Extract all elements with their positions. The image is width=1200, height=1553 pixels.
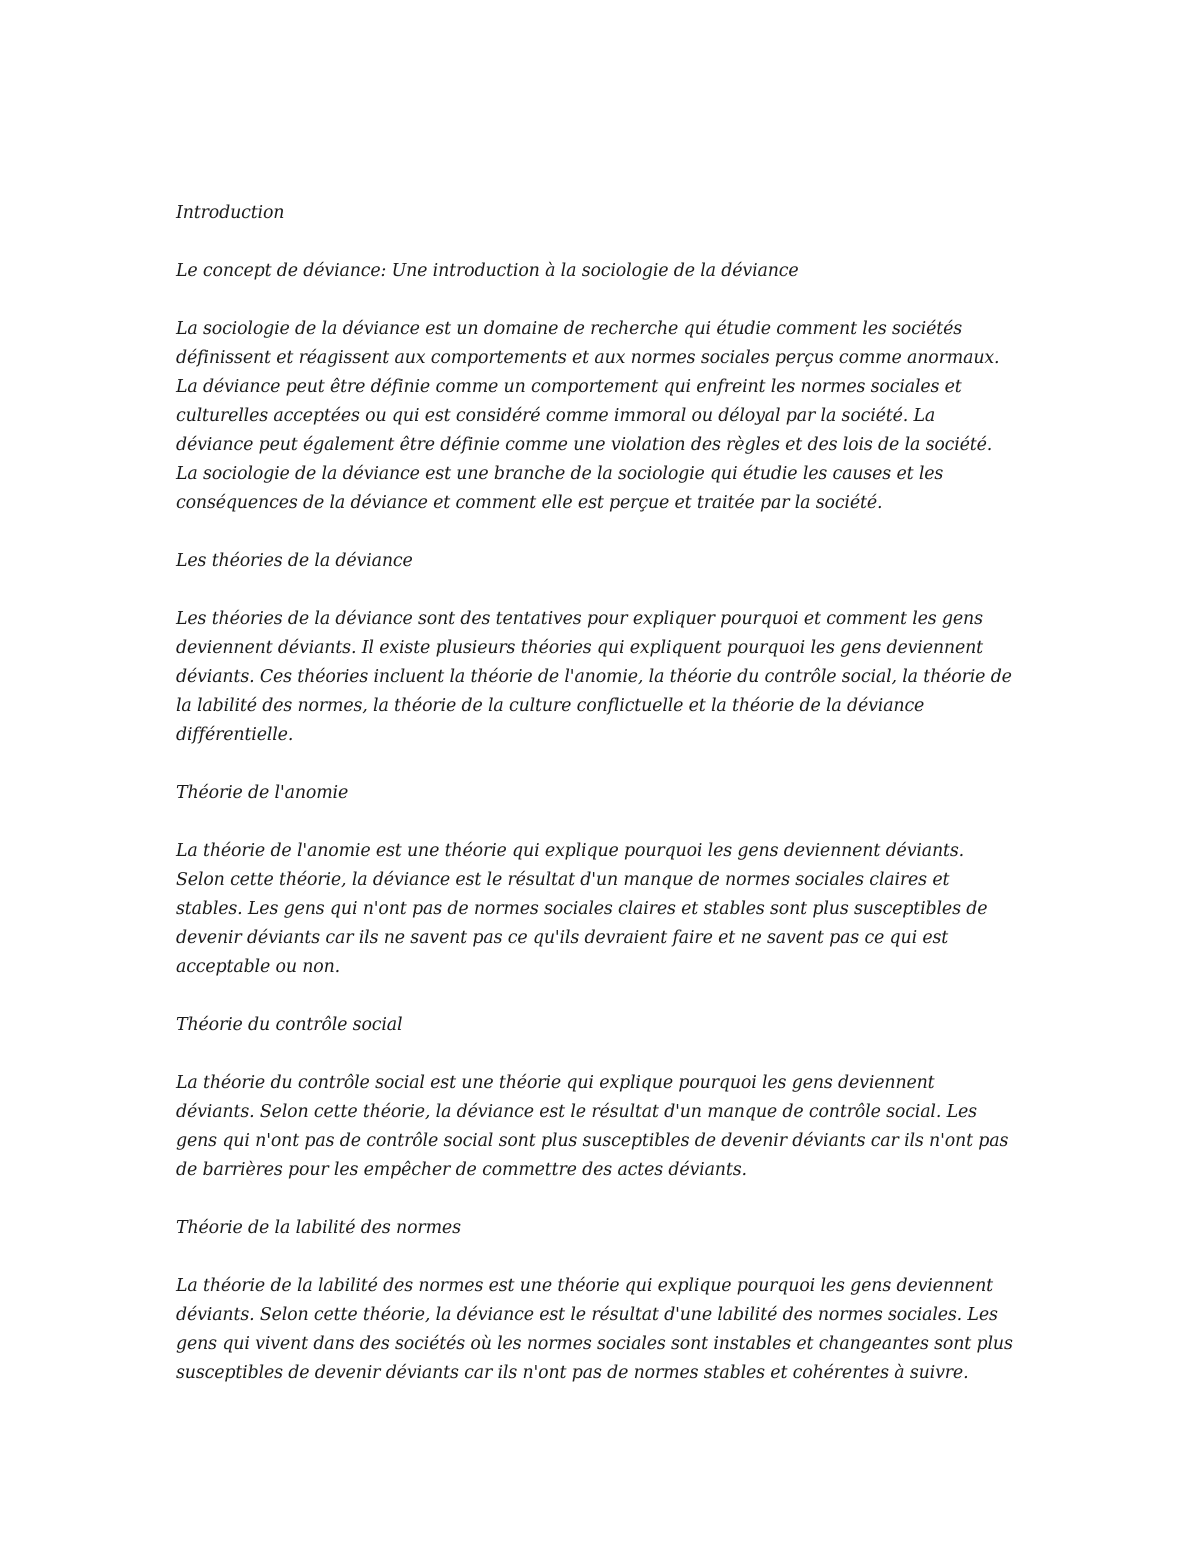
heading-theories: Les théories de la déviance — [176, 551, 413, 571]
paragraph-anomie: La théorie de l'anomie est une théorie qui explique pourquoi les gens deviennent déviants. Selon cette théorie, la déviance est le résultat d'un manque de normes sociales claires et stables. Les gens qui n'ont pas de normes sociales claires et stables sont plus susceptibles de devenir déviants car ils ne savent pas ce qu'ils devraient faire et ne savent pas ce qui est acceptable ou non. — [176, 841, 988, 977]
heading-anomie: Théorie de l'anomie — [176, 783, 349, 803]
heading-labilite-normes: Théorie de la labilité des normes — [176, 1218, 461, 1238]
paragraph-controle-social: La théorie du contrôle social est une théorie qui explique pourquoi les gens deviennent déviants. Selon cette théorie, la déviance est le résultat d'un manque de contrôle social. Les gens qui n'ont pas de contrôle social sont plus susceptibles de devenir déviants car ils n'ont pas de barrières pour les empêcher de commettre des actes déviants. — [176, 1073, 1009, 1180]
document-subtitle: Le concept de déviance: Une introduction à la sociologie de la déviance — [176, 261, 799, 281]
paragraph-theories: Les théories de la déviance sont des tentatives pour expliquer pourquoi et comment les gens deviennent déviants. Il existe plusieurs théories qui expliquent pourquoi les gens deviennent déviants. Ces théories incluent la théorie de l'anomie, la théorie du contrôle social, la théorie de la labilité des normes, la théorie de la culture conflictuelle et la théorie de la déviance différentielle. — [176, 609, 1012, 745]
paragraph-labilite-normes: La théorie de la labilité des normes est une théorie qui explique pourquoi les gens deviennent déviants. Selon cette théorie, la déviance est le résultat d'une labilité des normes sociales. Les gens qui vivent dans des sociétés où les normes sociales sont instables et changeantes sont plus susceptibles de devenir déviants car ils n'ont pas de normes stables et cohérentes à suivre. — [176, 1276, 1013, 1383]
paragraph-introduction: La sociologie de la déviance est un domaine de recherche qui étudie comment les sociétés définissent et réagissent aux comportements et aux normes sociales perçus comme anormaux. La déviance peut être définie comme un comportement qui enfreint les normes sociales et culturelles acceptées ou qui est considéré comme immoral ou déloyal par la société. La déviance peut également être définie comme une violation des règles et des lois de la société. La sociologie de la déviance est une branche de la sociologie qui étudie les causes et les conséquences de la déviance et comment elle est perçue et traitée par la société. — [176, 319, 1000, 513]
heading-introduction: Introduction — [176, 203, 285, 223]
document-body — [176, 199, 1026, 1417]
heading-controle-social: Théorie du contrôle social — [176, 1015, 403, 1035]
